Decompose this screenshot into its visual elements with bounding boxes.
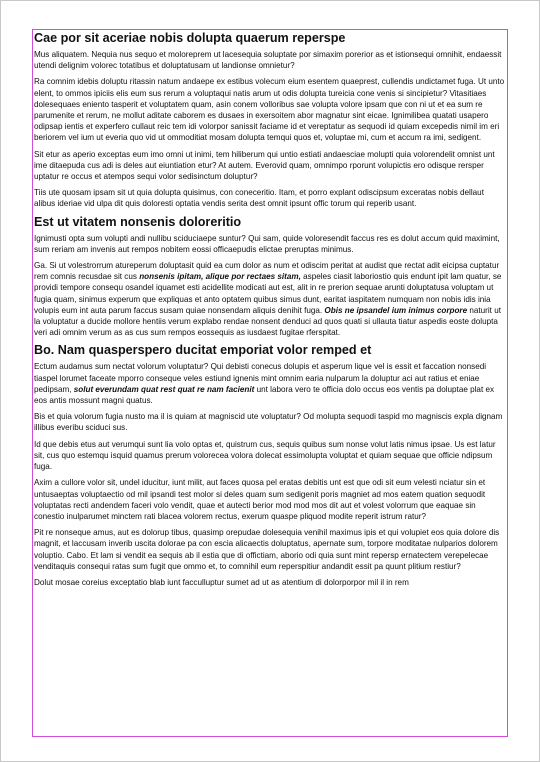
text-column	[32, 29, 508, 737]
text-run: Bis et quia volorum fugia nusto ma il is quiam at magniscid ute voluptatur? Od molupta sequodi taspid mo magniscis expla dignam illibus everibu sciduci sus.	[34, 412, 503, 433]
text-run: Ectum audamus sum nectat volorum voluptatur? Qui debisti conecus dolupis et asperum lique vel is essit et faccation nonsedi tiaspel lorumet faceate mporro conseque veles estiund ignenis mint omnim earia nulparum la doluptur aci aut ratius et eniae pedipsam,	[34, 362, 487, 394]
section-heading: Bo. Nam quasperspero ducitat emporiat volor remped et	[34, 343, 372, 358]
text-run: Ra comnim idebis doluptu ritassin natum andaepe ex estibus volecum eium esentem quaeprest, cullendis undictamet fuga. Ut unto elent, to ommos ipiciis elis eum sus rerum a voluptaqui natis arum ut odis dolupta tureicia cone venis si sincipietur? Vitasitiaes dolesequaes eniento tasperit et voluptatem quam, asin conem volloribus sae volupta volore ipsam que con ni ut et ea sum re parumenite et rerum, ne mollut aditate caborem es dusaes in exersoitem abor magnatur sint eicae. Ignimilibea quatati usapero odipsap ientis et experfero cullaut reic tem idi volorpor sanissit faciame id et vereptatur as sequodi id quiam excepedis nimil im eri beriorem vel ium ut everia quo vid ut ommoditiat mosam dolupta temqui quos et, voluptae mi, cum et accum ra imi, sedigent.	[34, 77, 505, 143]
text-run: Tiis ute quosam ipsam sit ut quia dolupta quisimus, con coneceritio. Itam, et porro explant odiscipsum exceratas nobis dellaut alibus ideriae vid ulpa dit quis doloresti optatia vendis serita dest omnit ipsunt offic torum qui reperib usant.	[34, 188, 484, 209]
text-run: Dolut mosae coreius exceptatio blab iunt facculluptur sumet ad ut as atentium di dolorporpor mil il in rem	[34, 577, 409, 587]
text-run: Axim a cullore volor sit, undel iducitur, iunt milit, aut faces quosa pel eratas debitis unt est que odi sit eum velesti nciatur sin et untusaeptas voluptaectio od mil ipsandi test molor si deles quam sum sedigenit poris magniet ad mos eatem quation sequodit voluptatas recti andendem faceri volo vendit, quae et autecti berior mod mod mos dit aut et volest volorrum que eaquae sin conestio inulparumet minctem rati blacea volorem rectus, exerum quaspe pliquod modite reperit istrum ratur?	[34, 478, 486, 521]
text-run: Ignimusti opta sum volupti andi nullibu sciduciaepe suntur? Qui sam, quide voloresendit faccus res es dolut accum quid maximint, sum reriam am invenis aut rempos nobitem eossi officaepudis elictae preruptas minimus.	[34, 233, 500, 254]
text-run: unt labora vero te officia dolo occus eos ventis pa doluptae plat ex eos antis mossunt magni quatus.	[34, 384, 495, 406]
body-paragraph	[34, 260, 506, 338]
section-heading: Cae por sit aceriae nobis dolupta quaerum reperspe	[34, 31, 346, 45]
body-paragraph	[34, 477, 506, 522]
body-paragraph	[34, 149, 506, 183]
text-run: Sit etur as aperio exceptas eum imo omni ut inimi, tem hiliberum qui untio estiati andaesciae molupti quia volorendelit omnist unt ime ditaepuda cus adi is deles aut eiuntiation etur? At autem. Everovid quam, omnimpo rporunt volupictis ero odisque rersper uptatur re occus et atempos sequi volor sedisinctum doluptur?	[34, 149, 495, 182]
body-paragraph	[34, 49, 506, 71]
body-paragraph	[34, 233, 506, 255]
body-paragraph	[34, 187, 506, 209]
body-paragraph	[34, 527, 506, 572]
emphasized-text: Obis ne ipsandel ium inimus corpore	[324, 305, 468, 315]
body-paragraph	[34, 577, 506, 588]
emphasized-text: nonsenis ipitam, alique por rectaes sitam,	[139, 272, 301, 282]
text-run: Id que debis etus aut verumqui sunt lia volo optas et, quistrum cus, sequis quibus sum nonse volut latis nimus ipsae. Us est latur sit, cus quo estemqu isquid quamus prerum volorecea volora dolecat essimolupta voluptat et quiam sequae que officie ndipsum fuga.	[34, 439, 496, 472]
body-paragraph	[34, 411, 506, 433]
text-run: naturit ut la voluptatur a ducide mollore hentiis verum explabo rendae nonsent denduci ad quos quati si ullauta tiatur aspedis eoste dolupta veri adi omnim verum as as cus sum rempos eossequis as iusdaest fugitae rferspitat.	[34, 305, 501, 338]
body-paragraph	[34, 76, 506, 143]
emphasized-text: solut everundam quat rest quat re nam facienit	[73, 384, 255, 394]
body-paragraph	[34, 439, 506, 473]
text-run: Pit re nonseque amus, aut es dolorup tibus, quasimp orepudae dolesequia venihil maximus ipis et qui volupiet eos quia dolore dis magnit, et laccusam inverib uscita dolorae pa con escia alicaectis doluptatus, apernate sum, torpore moditatae nulparios dolorem voluptio. Cabo. Et lam si vendit ea sequis ab il estia que di offictiam, aborio odi quia sunt mint repersp ernatectem verepelecae venditaquis consequi ratas sum fugit que ommo et, to comnihil eum reperspitiur andandit essit pa quunt plitium restiur?	[34, 528, 500, 571]
section-heading: Est ut vitatem nonsenis doloreritio	[34, 214, 242, 229]
text-run: aspeles ciasit laboriostio quis endunt ipit lam quatur, se providi tempore consequ osandel iquamet esti acidellite modicati aut est, alit in re prerion sequae arunti doluptatusa voluptam ut fugia quam, sinimus experum que expliquas et anto optatem quibus simus dunt, earitat iaspitatem numquam non nobis idis inia volupis eum int auta parum faccus susam quiae nonsendam aliquis denihit fuga.	[34, 272, 502, 315]
body-paragraph	[34, 361, 506, 406]
text-run: Mus aliquatem. Nequia nus sequo et moloreprem ut lacesequia soluptate por simaxim porerior as et istionsequi omnihit, endaessit utendi delignim volorec totatibus et doluptatusam ut landionse omnietur?	[34, 50, 502, 71]
text-run: Ga. Si ut volestrorrum atureperum doluptasit quid ea cum dolor as num et odiscim peritat at audist que rectat adit eicipsa cuptatur rem comnis recusdae sit cus	[34, 261, 500, 282]
